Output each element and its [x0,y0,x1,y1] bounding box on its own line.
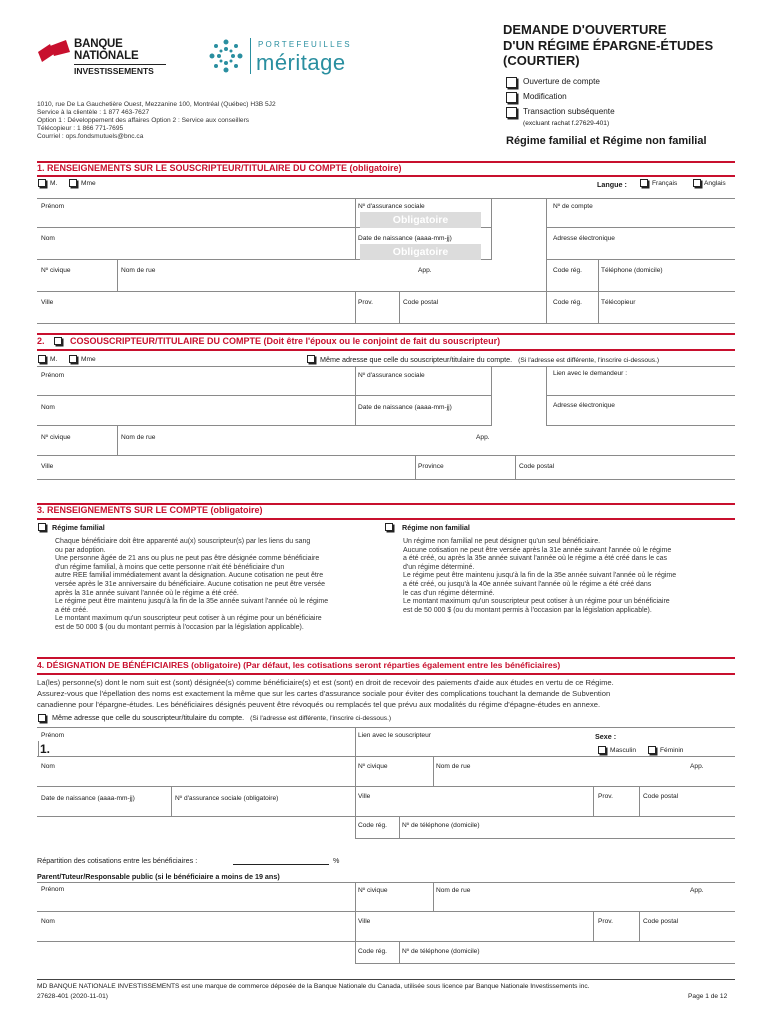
guardian-lastname-field[interactable] [37,912,355,942]
s2-postal-label: Code postal [519,463,555,470]
s2-apt-field[interactable] [473,426,735,456]
ben-civic-label: Nº civique [358,763,388,770]
section2-title: COSOUSCRIPTEUR/TITULAIRE DU COMPTE (Doit être l'époux ou le conjoint de fait du souscripteur) [70,336,501,346]
nonfamily-plan-description: Un régime non familial ne peut désigner qu'un seul bénéficiaire. Aucune cotisation ne peut être versée après la 31e année suivant l'année où le régime a été créé, ou après la 35e année suivant l'année où le régime a été créé dans le cas d'un régime déterminé. Le régime peut être maintenu jusqu'à la fin de la 35e année suivant l'année où le régime a été créé, ou jusqu'à la 40e année suivant l'année où le régime a été créé dans le cas d'un régime déterminé. Le montant maximum qu'un souscripteur peut cotiser à un régime pour un bénéficiaire est de 50 000 $ (ou du montant permis à l'occasion par la législation applicable). [403,538,677,614]
meritage-star-icon [206,36,246,76]
s4-same-address-text: Même adresse que celle du souscripteur/titulaire du compte. [52,713,245,722]
s2-firstname-label: Prénom [41,372,65,379]
guardian-lastname-label: Nom [41,918,55,925]
language-label: Langue : [597,180,627,189]
s2-email-label: Adresse électronique [553,402,615,409]
ben-firstname-field[interactable] [37,727,355,757]
s4-same-address-label [52,713,391,723]
s2-mr-label: M. [50,356,58,363]
guardian-postal-label: Code postal [643,918,679,925]
s1-area-code-field[interactable] [546,260,598,292]
ben-city-field[interactable] [355,787,593,817]
s1-postal-label: Code postal [403,299,439,306]
ben-prov-label: Prov. [598,793,613,800]
s2-birthdate-label: Date de naissance (aaaa-mm-jj) [358,404,452,411]
s2-sin-label: Nº d'assurance sociale [358,372,425,379]
s2-firstname-field[interactable] [37,366,355,396]
ben-civic-field[interactable] [355,757,433,787]
s1-phone-label: Téléphone (domicile) [601,267,663,274]
s1-lastname-label: Nom [41,235,55,242]
s1-mrs-label: Mme [81,180,96,187]
ben-street-label: Nom de rue [436,763,471,770]
ben-apt-label: App. [690,763,704,770]
ben-city-label: Ville [358,793,371,800]
bank-name-line2: NATIONALE [74,50,139,62]
meritage-logo [206,36,366,80]
s2-mrs-checkbox[interactable] [69,355,77,363]
bank-name-line1: BANQUE [74,38,123,50]
s1-city-label: Ville [41,299,54,306]
french-checkbox[interactable] [640,179,648,187]
s2-same-address-label [320,355,659,365]
s2-city-label: Ville [41,463,54,470]
s1-fax-label: Télécopieur [601,299,636,306]
section1-title: 1. RENSEIGNEMENTS SUR LE SOUSCRIPTEUR/TITULAIRE DU COMPTE (obligatoire) [37,163,402,173]
guardian-city-label: Ville [358,918,371,925]
guardian-firstname-label: Prénom [41,886,65,893]
guardian-firstname-field[interactable] [37,882,355,912]
s2-same-address-checkbox[interactable] [307,355,315,363]
ben-prov-field[interactable] [593,787,639,817]
ben-sin-label: Nº d'assurance sociale (obligatoire) [175,795,279,802]
s1-mr-label: M. [50,180,58,187]
ben-area-code-label: Code rég. [358,822,387,829]
subsequent-transaction-checkbox[interactable] [506,107,517,118]
ben-male-checkbox[interactable] [598,746,606,754]
nonfamily-plan-label: Régime non familial [402,523,470,532]
ben-lastname-label: Nom [41,763,55,770]
s2-province-label: Province [418,463,444,470]
guardian-prov-label: Prov. [598,918,613,925]
s2-relation-label: Lien avec le demandeur : [553,370,628,377]
s1-mr-checkbox[interactable] [38,179,46,187]
s2-lastname-label: Nom [41,404,55,411]
s2-sin-field[interactable] [355,366,491,396]
s1-phone-field[interactable] [598,260,735,292]
ben-firstname-label: Prénom [41,732,65,739]
guardian-phone-label: Nº de téléphone (domicile) [402,948,480,955]
s1-fax-area-code-label: Code rég. [553,299,582,306]
s1-street-label: Nom de rue [121,267,156,274]
footer-trademark: MD BANQUE NATIONALE INVESTISSEMENTS est une marque de commerce déposée de la Banque Nationale du Canada, utilisée sous licence par Banque Nationale Investissements inc. [37,983,590,990]
guardian-prov-field[interactable] [593,912,639,942]
s2-same-address-text: Même adresse que celle du souscripteur/titulaire du compte. [320,355,513,364]
s2-street-field[interactable] [117,426,473,456]
english-checkbox[interactable] [693,179,701,187]
s1-street-field[interactable] [117,260,415,292]
meritage-top-text: PORTEFEUILLES [258,40,352,49]
s4-same-address-checkbox[interactable] [38,714,46,722]
s2-civic-label: Nº civique [41,434,71,441]
guardian-city-field[interactable] [355,912,593,942]
s1-account-number-label: Nº de compte [553,203,593,210]
fax-number: Télécopieur : 1 866 771-7695 [37,125,124,132]
s1-area-code-label: Code rég. [553,267,582,274]
footer-form-code: 27628-401 (2020-11-01) [37,993,108,1000]
guardian-postal-field[interactable] [639,912,735,942]
s1-sin-label: Nº d'assurance sociale [358,203,425,210]
doc-subtitle: Régime familial et Régime non familial [506,135,707,147]
section4-title: 4. DÉSIGNATION DE BÉNÉFICIAIRES (obligatoire) (Par défaut, les cotisations seront réparties également entre les bénéficiaires) [37,660,561,670]
s1-firstname-field[interactable] [37,198,355,228]
guardian-street-label: Nom de rue [436,887,471,894]
doc-title-line1: DEMANDE D'OUVERTURE [503,22,667,37]
s1-civic-field[interactable] [37,260,117,292]
email-address: Courriel : ops.fondsmutuels@bnc.ca [37,133,144,140]
s2-apt-label: App. [476,434,490,441]
ben-female-label: Féminin [660,747,684,754]
s1-civic-label: Nº civique [41,267,71,274]
ben-sex-label: Sexe : [595,732,617,741]
bank-name-line3: INVESTISSEMENTS [74,66,154,76]
ben-male-label: Masculin [610,747,637,754]
nonfamily-plan-checkbox[interactable] [385,523,393,531]
s1-prov-field[interactable] [355,292,399,324]
guardian-area-code-label: Code rég. [358,948,387,955]
open-account-label: Ouverture de compte [523,77,600,86]
modification-checkbox[interactable] [506,92,517,103]
ben-street-field[interactable] [433,757,735,787]
s1-birthdate-required-badge: Obligatoire [360,244,481,260]
ben-phone-label: Nº de téléphone (domicile) [402,822,480,829]
french-label: Français [652,180,678,187]
s2-email-field[interactable] [546,396,735,426]
s1-email-field[interactable] [546,228,735,260]
bni-logo [36,38,176,82]
ben-female-checkbox[interactable] [648,746,656,754]
s2-mr-checkbox[interactable] [38,355,46,363]
english-label: Anglais [704,180,726,187]
guardian-civic-label: Nº civique [358,887,388,894]
beneficiary-intro: La(les) personne(s) dont le nom suit est (sont) désignée(s) comme bénéficiaire(s) et est (sont) en droit de recevoir des paiements d'aide aux études en vertu de ce Régime. Assurez-vous que l'épellation des noms est exactement la même que sur les cartes d'assurance sociale pour éviter des complications touchant la demande de Subvention canadienne pour l'épargne-études. Les bénéficiaires désignés peuvent être révoqués ou remplacés tel que prévu aux modalités du régime d'épagne-études en annexe. [37,678,614,709]
s2-city-field[interactable] [37,456,415,480]
subsequent-transaction-label: Transaction subséquente [523,107,615,116]
s1-sin-required-badge: Obligatoire [360,212,481,228]
ben-birthdate-label: Date de naissance (aaaa-mm-jj) [41,795,135,802]
s1-lastname-field[interactable] [37,228,355,260]
ben-postal-field[interactable] [639,787,735,817]
service-phone: Service à la clientèle : 1 877 463-7627 [37,109,150,116]
s1-fax-area-code-field[interactable] [546,292,598,324]
s1-prov-label: Prov. [358,299,373,306]
s1-firstname-label: Prénom [41,203,65,210]
doc-title [503,22,713,69]
s1-email-label: Adresse électronique [553,235,615,242]
family-plan-label: Régime familial [52,523,105,532]
footer-page-number: Page 1 de 12 [688,993,728,1000]
s1-apt-label: App. [418,267,432,274]
ben-relation-label: Lien avec le souscripteur [358,732,431,739]
open-account-checkbox[interactable] [506,77,517,88]
s2-mrs-label: Mme [81,356,96,363]
s1-apt-field[interactable] [415,260,546,292]
family-plan-checkbox[interactable] [38,523,46,531]
section3-title: 3. RENSEIGNEMENTS SUR LE COMPTE (obligatoire) [37,505,263,515]
ben-postal-label: Code postal [643,793,679,800]
s1-postal-field[interactable] [399,292,546,324]
s2-enable-checkbox[interactable] [54,337,62,345]
meritage-name: méritage [256,50,346,75]
contribution-split-label: Répartition des cotisations entre les bénéficiaires : [37,856,198,865]
s1-birthdate-label: Date de naissance (aaaa-mm-jj) [358,235,452,242]
guardian-apt-label: App. [690,887,704,894]
guardian-title: Parent/Tuteur/Responsable public (si le bénéficiaire a moins de 19 ans) [37,872,280,881]
doc-title-line2: D'UN RÉGIME ÉPARGNE-ÉTUDES [503,37,714,53]
s2-lastname-field[interactable] [37,396,355,426]
s2-same-address-note: (Si l'adresse est différente, l'inscrire ci-dessous.) [518,357,660,364]
contribution-split-field[interactable] [233,864,329,865]
s2-street-label: Nom de rue [121,434,156,441]
s1-city-field[interactable] [37,292,355,324]
s4-same-address-note: (Si l'adresse est différente, l'inscrire ci-dessous.) [250,715,392,722]
section2-number: 2. [37,336,45,346]
doc-title-line3: (COURTIER) [503,53,580,68]
contribution-split-pct: % [333,856,340,865]
subsequent-transaction-note: (excluant rachat f.27629-401) [523,120,610,127]
s1-fax-field[interactable] [598,292,735,324]
s1-mrs-checkbox[interactable] [69,179,77,187]
ben-number: 1. [40,742,51,756]
ben-lastname-field[interactable] [37,757,355,787]
service-options: Option 1 : Développement des affaires Option 2 : Service aux conseillers [37,117,250,124]
modification-label: Modification [523,92,567,101]
bank-flag-icon [36,40,72,66]
address: 1010, rue De La Gauchetière Ouest, Mezzanine 100, Montréal (Québec) H3B 5J2 [37,101,276,108]
family-plan-description: Chaque bénéficiaire doit être apparenté au(x) souscripteur(s) par les liens du sang ou par adoption. Une personne âgée de 21 ans ou plus ne peut pas être désignée comme bénéficiaire d'un régime familial, à moins que cette personne n'ait été bénéficiaire d'un autre REE familial immédiatement avant la désignation. Aucune cotisation ne peut être versée après le 31e anniversaire du bénéficiaire. Aucune cotisation ne peut être versée après la 31e année suivant l'année où le régime a été créé. Le régime peut être maintenu jusqu'à la fin de la 35e année suivant l'année où le régime a été créé. Le montant maximum qu'un souscripteur peut cotiser à un régime pour un bénéficiaire est de 50 000 $ (ou du montant permis à l'occasion par la législation applicable). [55,538,329,631]
